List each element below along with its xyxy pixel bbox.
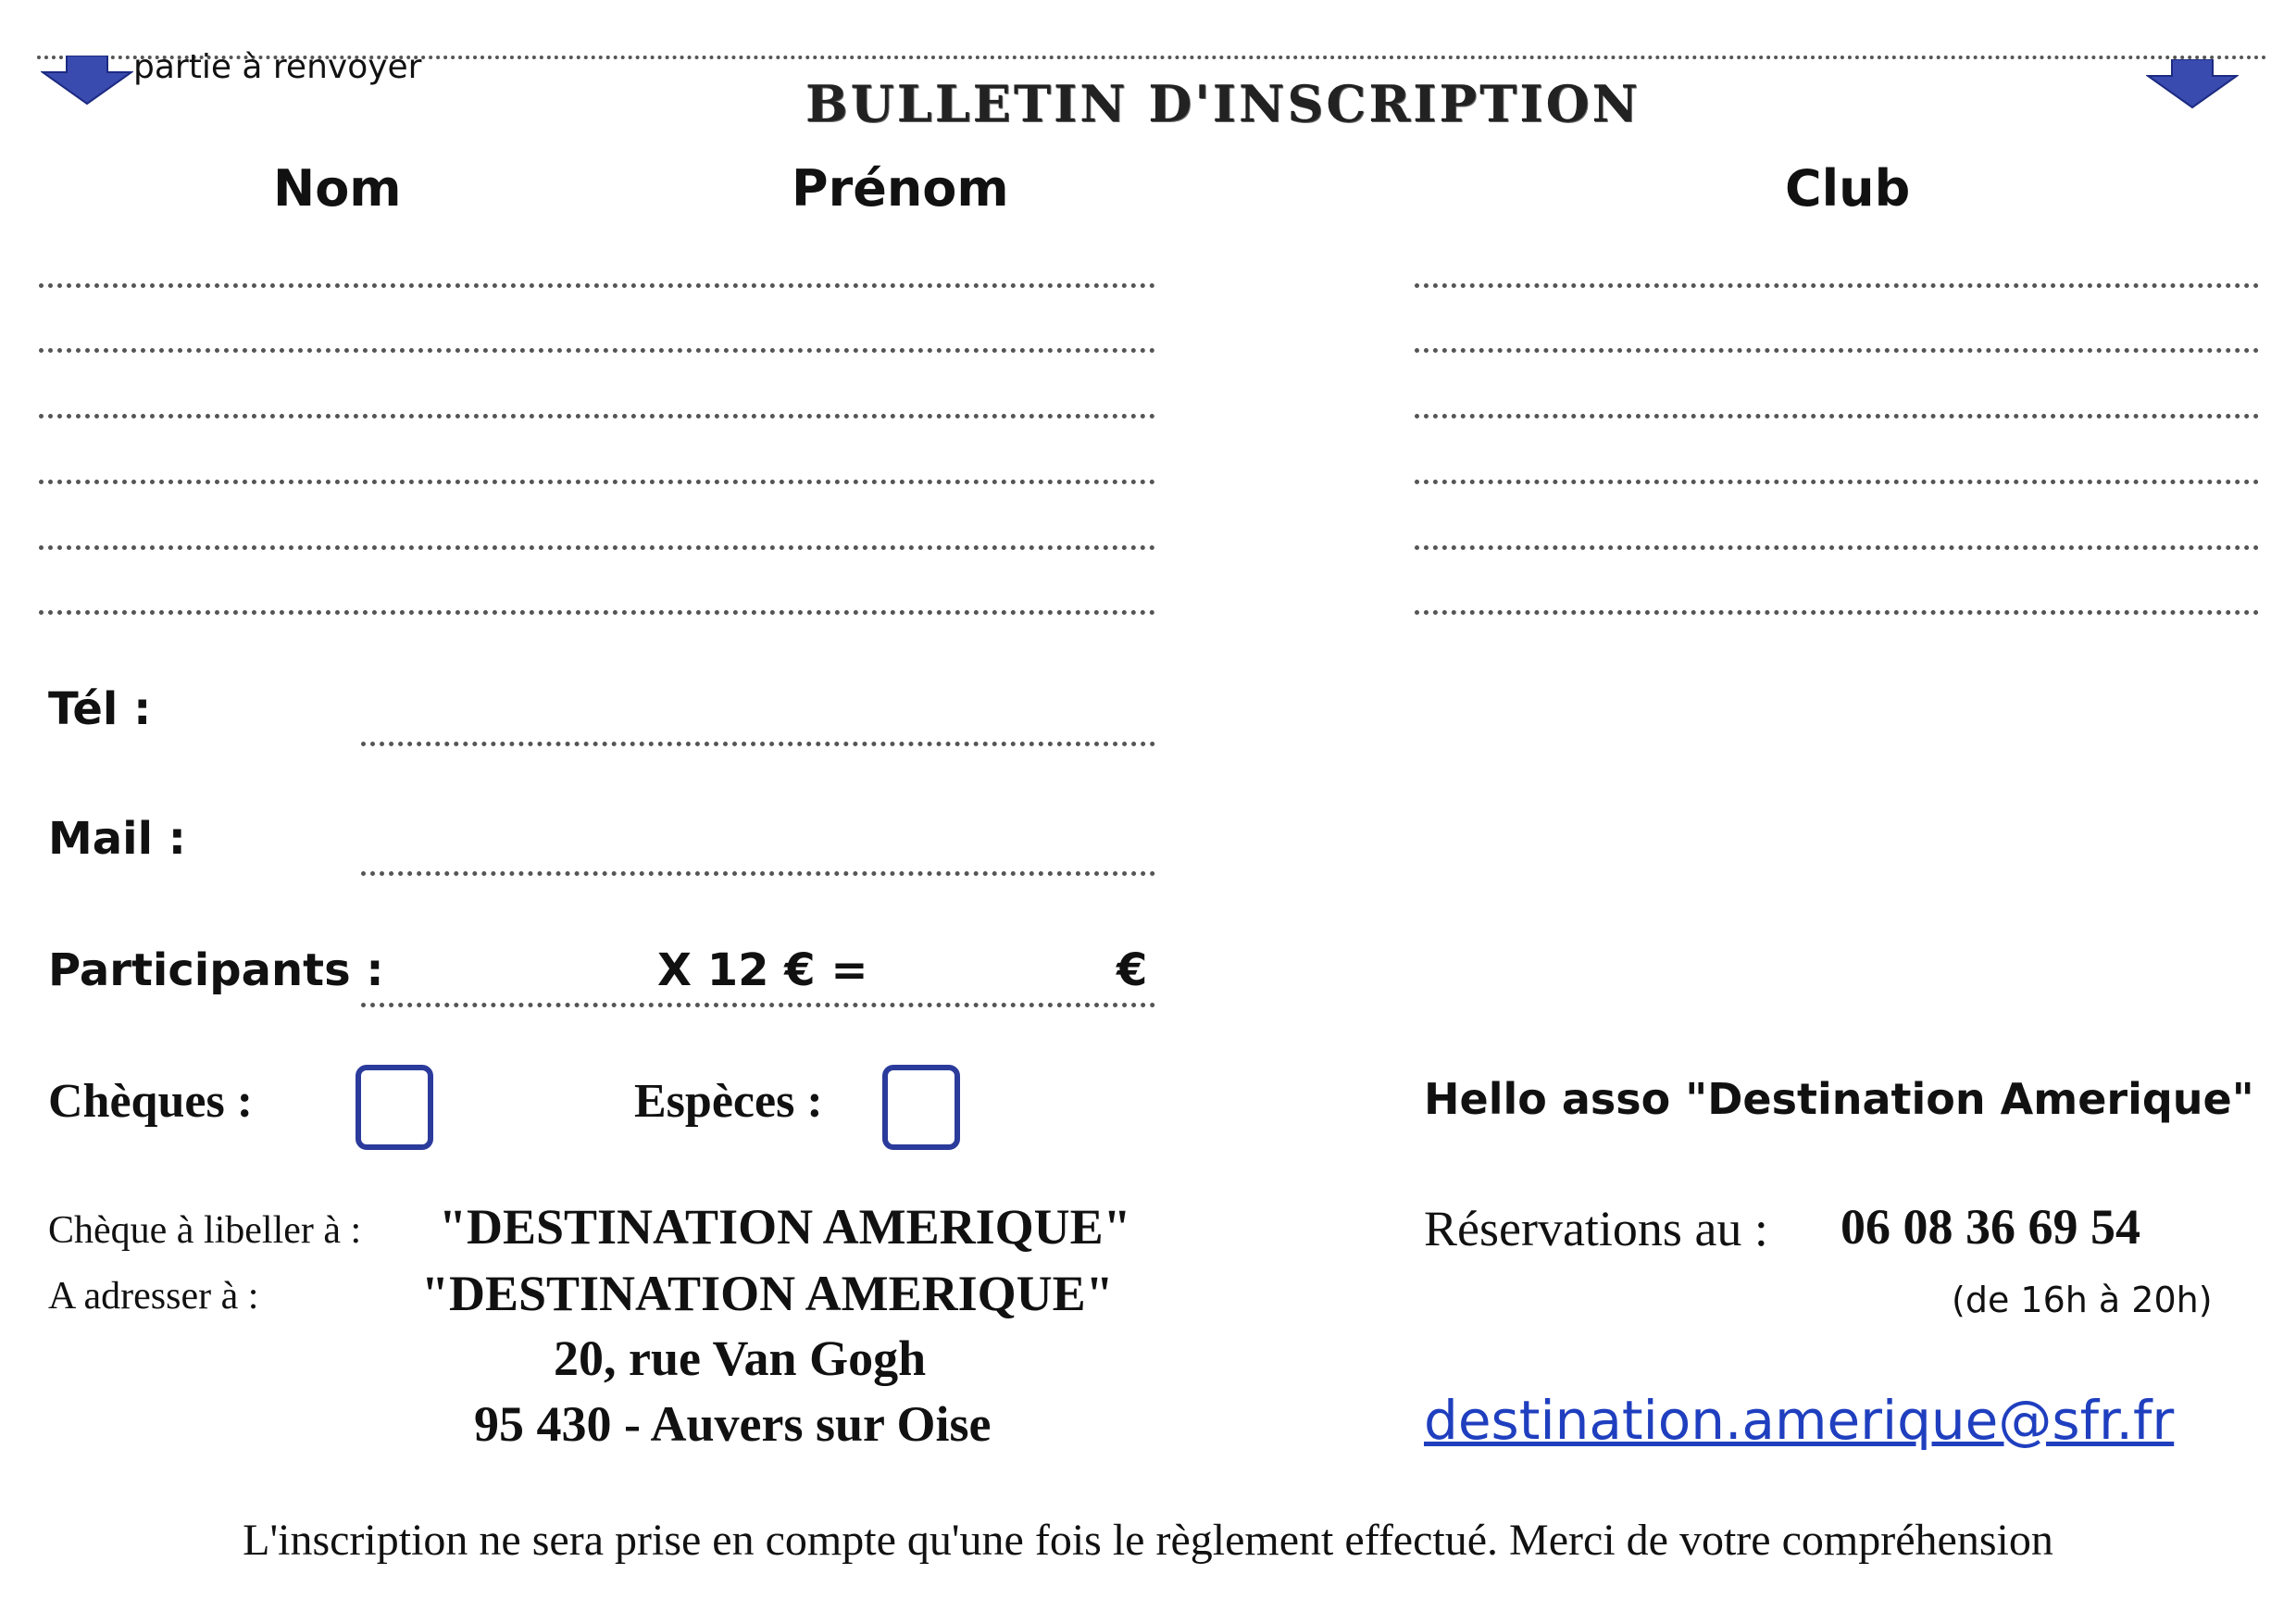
mail-field[interactable] <box>361 871 1155 876</box>
cheque-label: Chèque à libeller à : <box>48 1209 362 1252</box>
cheques-checkbox[interactable] <box>356 1065 433 1150</box>
column-header-club: Club <box>1785 159 1911 218</box>
reservations-label: Réservations au : <box>1424 1201 1768 1256</box>
name-entry-line[interactable] <box>39 545 1155 550</box>
column-header-prenom: Prénom <box>792 159 1009 218</box>
city-address: 95 430 - Auvers sur Oise <box>474 1396 992 1452</box>
name-entry-line[interactable] <box>39 348 1155 353</box>
column-header-nom: Nom <box>273 159 402 218</box>
club-entry-line[interactable] <box>1415 610 2259 615</box>
name-entry-line[interactable] <box>39 414 1155 418</box>
page-title: BULLETIN D'INSCRIPTION <box>805 74 1641 133</box>
name-entry-line[interactable] <box>39 480 1155 484</box>
send-label: A adresser à : <box>48 1275 259 1318</box>
club-entry-line[interactable] <box>1415 414 2259 418</box>
cheques-label: Chèques : <box>48 1075 254 1128</box>
name-entry-line[interactable] <box>39 610 1155 615</box>
phone-number: 06 08 36 69 54 <box>1841 1199 2140 1255</box>
club-entry-line[interactable] <box>1415 348 2259 353</box>
hours-note: (de 16h à 20h) <box>1952 1280 2213 1320</box>
down-arrow-icon <box>2146 59 2239 109</box>
cut-note: partie à renvoyer <box>133 48 422 86</box>
especes-label: Espèces : <box>634 1075 823 1128</box>
down-arrow-icon <box>41 56 133 106</box>
club-entry-line[interactable] <box>1415 545 2259 550</box>
club-entry-line[interactable] <box>1415 283 2259 288</box>
club-entry-line[interactable] <box>1415 480 2259 484</box>
tel-field[interactable] <box>361 742 1155 746</box>
helloasso-text: Hello asso "Destination Amerique" <box>1424 1074 2254 1124</box>
participants-label: Participants : <box>48 944 384 996</box>
street-address: 20, rue Van Gogh <box>554 1330 927 1386</box>
price-text: X 12 € = <box>657 944 868 996</box>
send-name: "DESTINATION AMERIQUE" <box>421 1266 1114 1321</box>
euro-sign: € <box>1117 944 1148 996</box>
especes-checkbox[interactable] <box>882 1065 960 1150</box>
participants-field[interactable] <box>361 1003 1155 1007</box>
email-link[interactable]: destination.amerique@sfr.fr <box>1424 1389 2175 1452</box>
tel-label: Tél : <box>48 683 152 735</box>
name-entry-line[interactable] <box>39 283 1155 288</box>
footer-note: L'inscription ne sera prise en compte qu'une fois le règlement effectué. Merci de votre compréhension <box>243 1516 2053 1565</box>
cheque-payee: "DESTINATION AMERIQUE" <box>439 1199 1131 1255</box>
mail-label: Mail : <box>48 813 186 865</box>
